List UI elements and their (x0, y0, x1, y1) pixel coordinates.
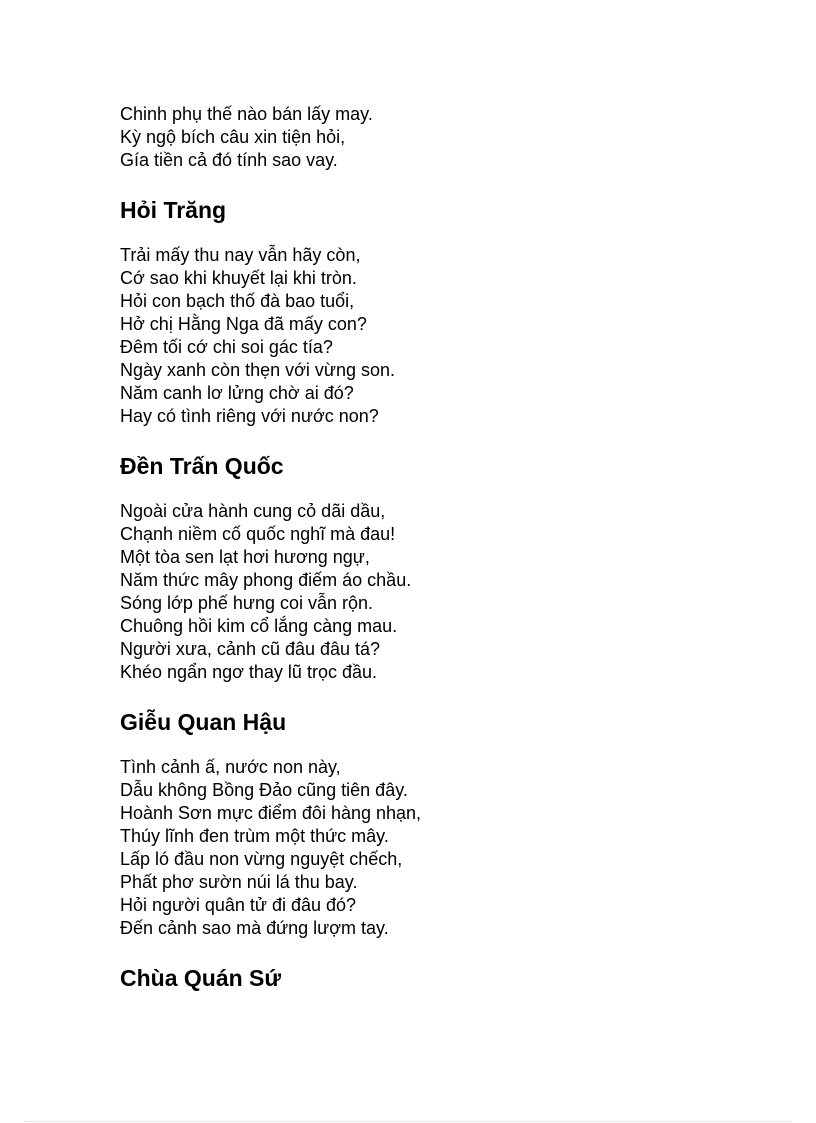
poem-line: Sóng lớp phế hưng coi vẫn rộn. (120, 593, 374, 613)
poem-title-chua-quan-su: Chùa Quán Sứ (120, 965, 282, 991)
poem-line: Gía tiền cả đó tính sao vay. (120, 150, 338, 170)
document-page (120, 103, 760, 1012)
poem-line: Một tòa sen lạt hơi hương ngự, (120, 547, 370, 567)
poem-line: Cớ sao khi khuyết lại khi tròn. (120, 268, 357, 288)
poem-line: Ngoài cửa hành cung cỏ dãi dầu, (120, 501, 386, 521)
poem-line: Chạnh niềm cố quốc nghĩ mà đau! (120, 524, 396, 544)
poem-line: Khéo ngẩn ngơ thay lũ trọc đầu. (120, 662, 377, 682)
poem-line: Đêm tối cớ chi soi gác tía? (120, 337, 333, 357)
poem-line: Năm thức mây phong điếm áo chầu. (120, 570, 412, 590)
poem-line: Ngày xanh còn thẹn với vừng son. (120, 360, 396, 380)
poem-line: Đến cảnh sao mà đứng lượm tay. (120, 918, 389, 938)
poem-line: Tình cảnh ấ, nước non này, (120, 757, 341, 777)
poem-line: Chinh phụ thế nào bán lấy may. (120, 104, 373, 124)
poem-gieu-quan-hau (120, 756, 760, 940)
poem-title-gieu-quan-hau: Giễu Quan Hậu (120, 709, 287, 735)
poem-line: Thúy lĩnh đen trùm một thức mây. (120, 826, 389, 846)
intro-stanza (120, 103, 760, 172)
poem-line: Hoành Sơn mực điểm đôi hàng nhạn, (120, 803, 422, 823)
poem-line: Hở chị Hằng Nga đã mấy con? (120, 314, 367, 334)
poem-line: Hỏi con bạch thố đà bao tuổi, (120, 291, 355, 311)
poem-line: Năm canh lơ lửng chờ ai đó? (120, 383, 354, 403)
poem-line: Lấp ló đầu non vừng nguyệt chếch, (120, 849, 403, 869)
poem-line: Dẫu không Bồng Đảo cũng tiên đây. (120, 780, 408, 800)
poem-den-tran-quoc (120, 500, 760, 684)
poem-line: Hỏi người quân tử đi đâu đó? (120, 895, 357, 915)
poem-line: Người xưa, cảnh cũ đâu đâu tá? (120, 639, 381, 659)
poem-line: Hay có tình riêng với nước non? (120, 406, 379, 426)
poem-line: Chuông hồi kim cổ lắng càng mau. (120, 616, 398, 636)
page-bottom-divider (24, 1121, 792, 1122)
poem-title-den-tran-quoc: Đền Trấn Quốc (120, 453, 284, 479)
poem-line: Phất phơ sườn núi lá thu bay. (120, 872, 358, 892)
poem-line: Kỳ ngộ bích câu xin tiện hỏi, (120, 127, 346, 147)
poem-line: Trải mấy thu nay vẫn hãy còn, (120, 245, 361, 265)
poem-hoi-trang (120, 244, 760, 428)
poem-title-hoi-trang: Hỏi Trăng (120, 197, 227, 223)
